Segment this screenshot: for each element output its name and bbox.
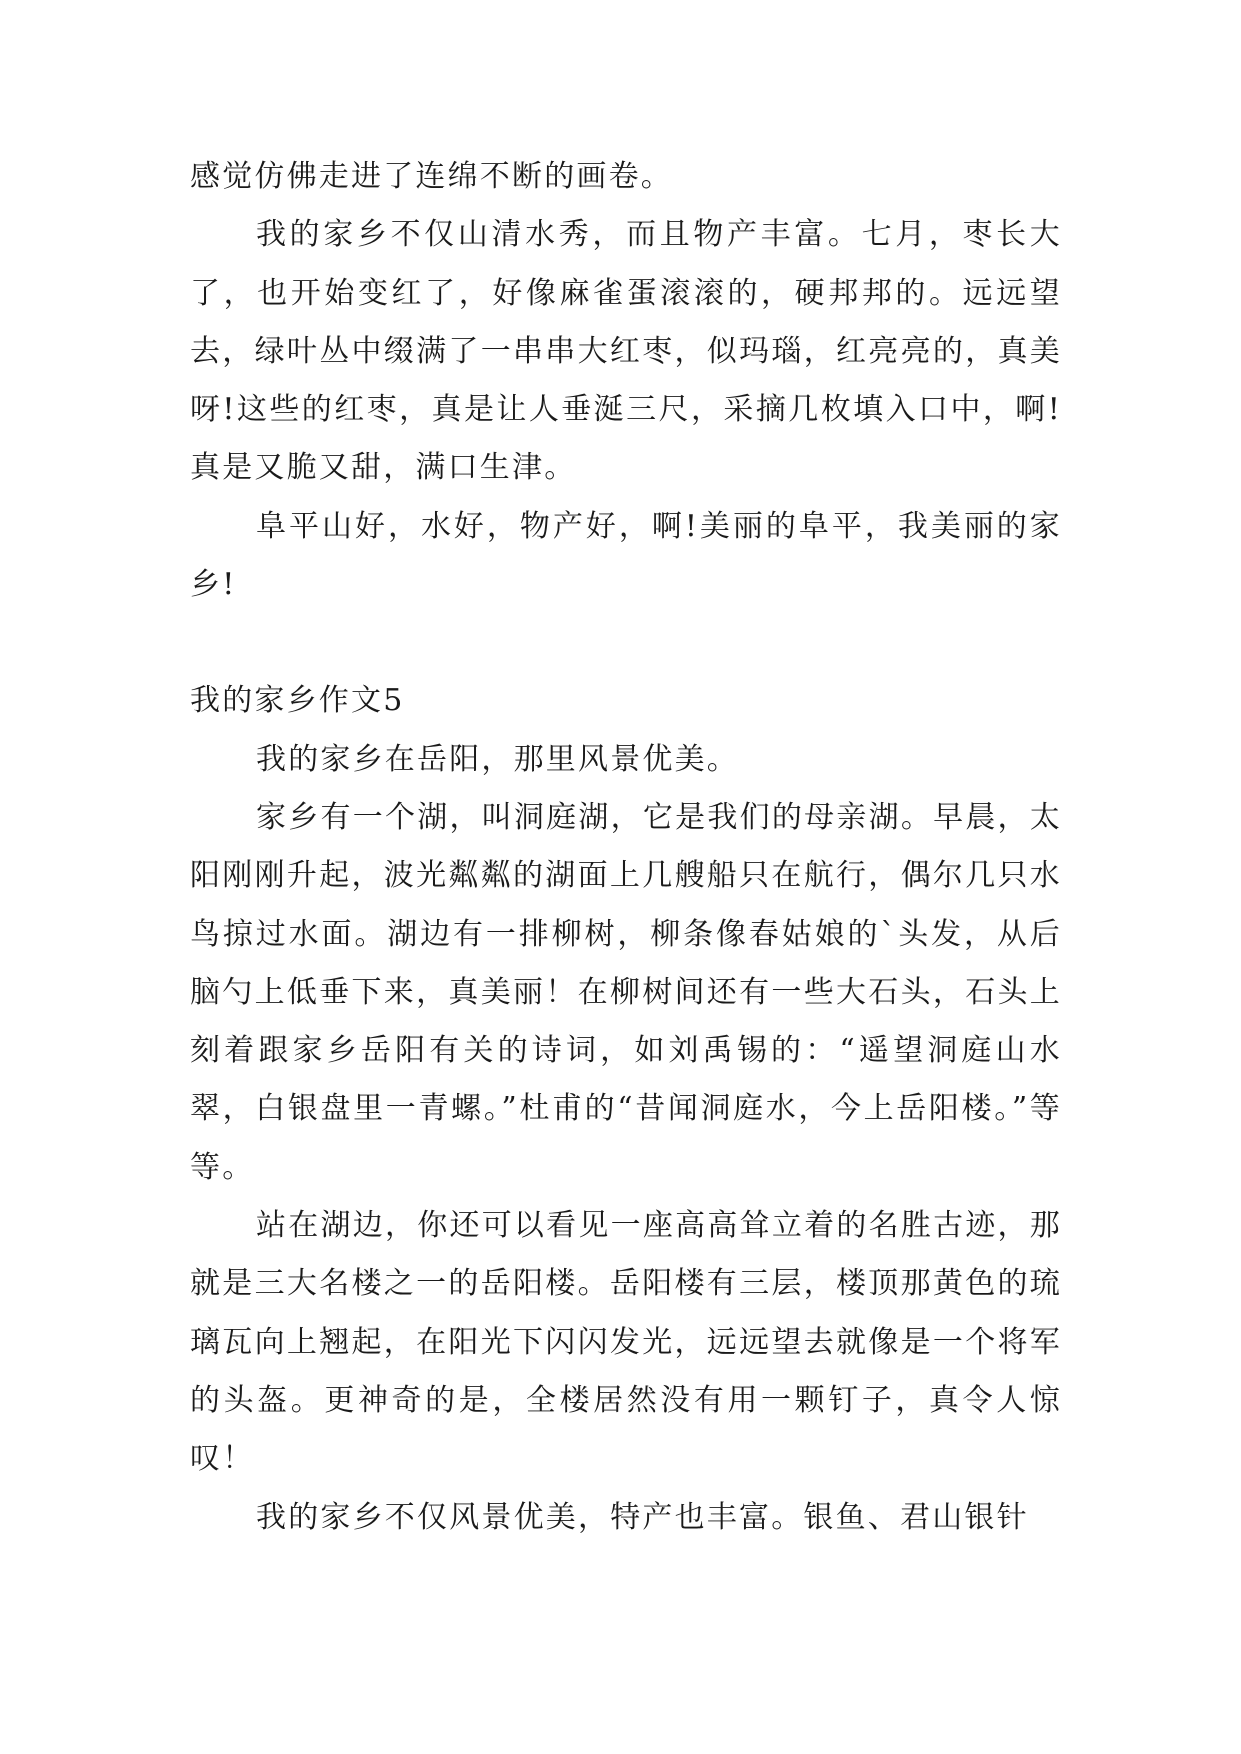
paragraph: 我的家乡在岳阳，那里风景优美。: [256, 741, 739, 777]
section-title: 我的家乡作文5: [190, 683, 405, 719]
paragraph: 感觉仿佛走进了连绵不断的画卷。: [190, 159, 673, 194]
document-body: [190, 148, 1062, 1547]
paragraph: 阜平山好，水好，物产好，啊!美丽的阜平，我美丽的家乡!: [190, 508, 1062, 603]
paragraph: 家乡有一个湖，叫洞庭湖，它是我们的母亲湖。早晨，太阳刚刚升起，波光粼粼的湖面上几艘船只在航行，偶尔几只水鸟掠过水面。湖边有一排柳树，柳条像春姑娘的`头发，从后脑勺上低垂下来，真美丽！在柳树间还有一些大石头，石头上刻着跟家乡岳阳有关的诗词，如刘禹锡的：“遥望洞庭山水翠，白银盘里一青螺。”杜甫的“昔闻洞庭水，今上岳阳楼。”等等。: [190, 799, 1062, 1185]
paragraph: 我的家乡不仅山清水秀，而且物产丰富。七月，枣长大了，也开始变红了，好像麻雀蛋滚滚的，硬邦邦的。远远望去，绿叶丛中缀满了一串串大红枣，似玛瑙，红亮亮的，真美呀!这些的红枣，真是让人垂涎三尺，采摘几枚填入口中，啊!真是又脆又甜，满口生津。: [190, 217, 1062, 486]
paragraph: 我的家乡不仅风景优美，特产也丰富。银鱼、君山银针: [256, 1499, 1029, 1535]
paragraph: 站在湖边，你还可以看见一座高高耸立着的名胜古迹，那就是三大名楼之一的岳阳楼。岳阳楼有三层，楼顶那黄色的琉璃瓦向上翘起，在阳光下闪闪发光，远远望去就像是一个将军的头盔。更神奇的是，全楼居然没有用一颗钉子，真令人惊叹！: [190, 1208, 1062, 1477]
section-spacer: [190, 614, 1062, 672]
